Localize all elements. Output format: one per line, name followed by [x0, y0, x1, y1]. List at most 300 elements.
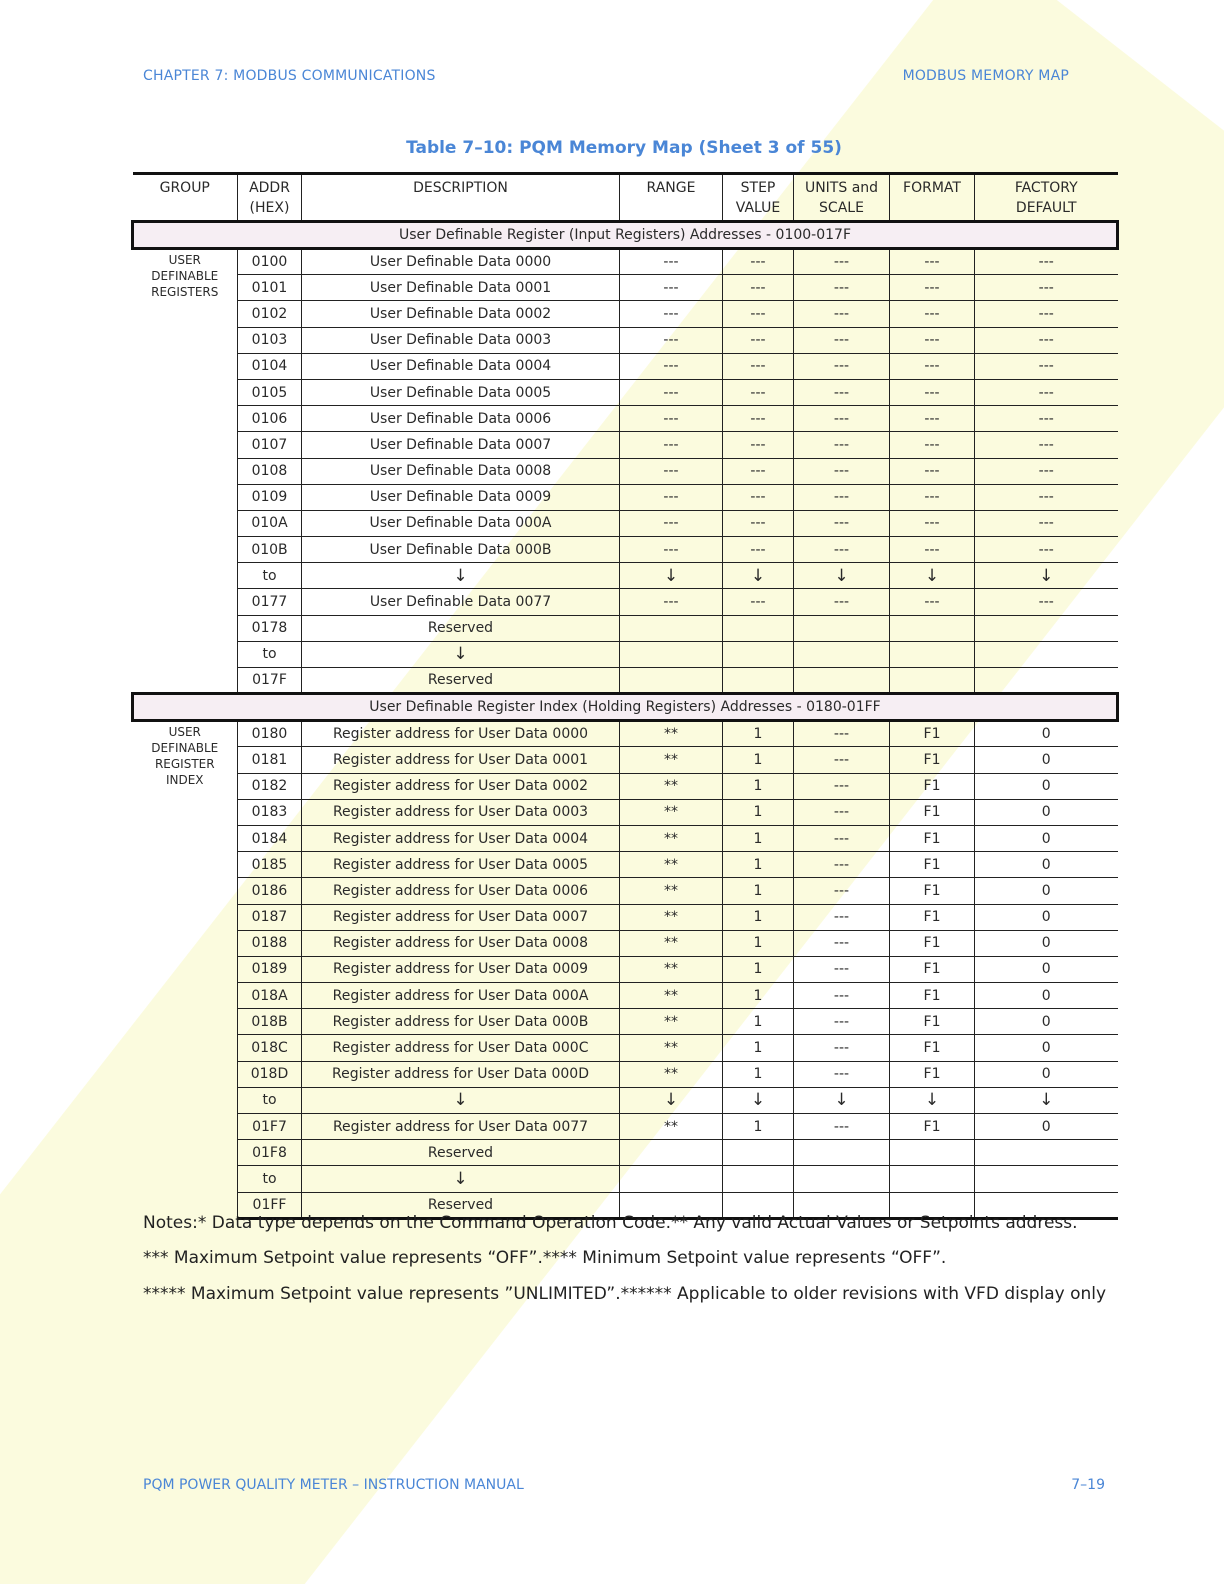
units-cell: ---: [794, 1035, 890, 1061]
col-addr-header: ADDR (HEX): [238, 174, 302, 222]
table-row: [133, 799, 1118, 825]
addr-cell: 018C: [238, 1035, 302, 1061]
step-cell: ↓: [723, 1087, 794, 1113]
range-cell: ---: [620, 301, 723, 327]
default-cell: [975, 668, 1118, 694]
default-cell: [975, 1140, 1118, 1166]
step-cell: [723, 615, 794, 641]
default-cell: 0: [975, 825, 1118, 851]
default-cell: ---: [975, 432, 1118, 458]
range-cell: [620, 668, 723, 694]
units-cell: ---: [794, 1061, 890, 1087]
group-label-line: DEFINABLE: [151, 741, 219, 756]
table-row: [133, 275, 1118, 301]
group-label: [133, 249, 238, 694]
default-cell: ---: [975, 484, 1118, 510]
units-cell: ---: [794, 537, 890, 563]
footer-page-number: 7–19: [1071, 1477, 1105, 1493]
table-row: [133, 510, 1118, 536]
step-cell: 1: [723, 956, 794, 982]
range-cell: ---: [620, 406, 723, 432]
default-cell: [975, 615, 1118, 641]
description-cell: ↓: [302, 563, 620, 589]
units-cell: ---: [794, 510, 890, 536]
description-cell: User Definable Data 0077: [302, 589, 620, 615]
table-title: Table 7–10: PQM Memory Map (Sheet 3 of 55): [406, 138, 842, 158]
format-cell: ---: [890, 537, 975, 563]
range-cell: **: [620, 1009, 723, 1035]
step-cell: ---: [723, 458, 794, 484]
format-cell: [890, 641, 975, 667]
addr-cell: to: [238, 563, 302, 589]
default-cell: 0: [975, 1035, 1118, 1061]
format-cell: ---: [890, 353, 975, 379]
description-cell: User Definable Data 0008: [302, 458, 620, 484]
format-cell: ---: [890, 589, 975, 615]
addr-cell: to: [238, 1166, 302, 1192]
addr-cell: 0105: [238, 379, 302, 405]
note-line-3: ***** Maximum Setpoint value represents ”UNLIMITED”.****** Applicable to older revisions with VFD display only: [143, 1284, 1107, 1304]
addr-cell: 0181: [238, 747, 302, 773]
step-cell: 1: [723, 1061, 794, 1087]
table-row: [133, 406, 1118, 432]
section-header-row: [133, 694, 1118, 721]
default-cell: ---: [975, 406, 1118, 432]
units-cell: ---: [794, 878, 890, 904]
units-cell: ---: [794, 852, 890, 878]
description-cell: Register address for User Data 0003: [302, 799, 620, 825]
units-cell: ---: [794, 379, 890, 405]
addr-cell: 0177: [238, 589, 302, 615]
addr-cell: 0188: [238, 930, 302, 956]
table-row: [133, 930, 1118, 956]
range-cell: **: [620, 930, 723, 956]
description-cell: Register address for User Data 000A: [302, 983, 620, 1009]
addr-cell: to: [238, 641, 302, 667]
description-cell: User Definable Data 0006: [302, 406, 620, 432]
range-cell: [620, 1166, 723, 1192]
step-cell: 1: [723, 930, 794, 956]
table-row: [133, 747, 1118, 773]
description-cell: Register address for User Data 0006: [302, 878, 620, 904]
range-cell: ---: [620, 327, 723, 353]
description-cell: Reserved: [302, 1192, 620, 1218]
format-cell: F1: [890, 825, 975, 851]
table-row: [133, 956, 1118, 982]
description-cell: Register address for User Data 0009: [302, 956, 620, 982]
step-cell: ---: [723, 353, 794, 379]
col-range-header: RANGE: [620, 174, 723, 222]
format-cell: ↓: [890, 1087, 975, 1113]
format-cell: ---: [890, 327, 975, 353]
range-cell: **: [620, 1035, 723, 1061]
description-cell: User Definable Data 0004: [302, 353, 620, 379]
range-cell: **: [620, 983, 723, 1009]
default-cell: 0: [975, 904, 1118, 930]
table-row: [133, 825, 1118, 851]
description-cell: User Definable Data 0007: [302, 432, 620, 458]
addr-cell: 010A: [238, 510, 302, 536]
description-cell: Register address for User Data 000B: [302, 1009, 620, 1035]
default-cell: 0: [975, 956, 1118, 982]
step-cell: 1: [723, 1035, 794, 1061]
table-row: [133, 301, 1118, 327]
step-cell: 1: [723, 983, 794, 1009]
table-row: [133, 1140, 1118, 1166]
step-cell: ---: [723, 275, 794, 301]
units-cell: ---: [794, 983, 890, 1009]
range-cell: [620, 615, 723, 641]
default-cell: 0: [975, 1061, 1118, 1087]
table-row: [133, 327, 1118, 353]
section-title: User Definable Register (Input Registers) Addresses - 0100-017F: [133, 222, 1118, 249]
default-cell: 0: [975, 747, 1118, 773]
addr-cell: 010B: [238, 537, 302, 563]
table-row: [133, 904, 1118, 930]
range-cell: **: [620, 773, 723, 799]
units-cell: ---: [794, 930, 890, 956]
step-cell: 1: [723, 852, 794, 878]
default-cell: ---: [975, 510, 1118, 536]
description-cell: User Definable Data 0000: [302, 249, 620, 275]
step-cell: ---: [723, 301, 794, 327]
description-cell: Register address for User Data 0007: [302, 904, 620, 930]
addr-cell: 018D: [238, 1061, 302, 1087]
addr-cell: 0184: [238, 825, 302, 851]
step-cell: 1: [723, 1009, 794, 1035]
format-cell: [890, 1166, 975, 1192]
format-cell: ---: [890, 510, 975, 536]
default-cell: 0: [975, 799, 1118, 825]
description-cell: Register address for User Data 0000: [302, 721, 620, 747]
range-cell: ↓: [620, 1087, 723, 1113]
format-cell: ---: [890, 432, 975, 458]
range-cell: ---: [620, 589, 723, 615]
description-cell: Reserved: [302, 668, 620, 694]
step-cell: ---: [723, 510, 794, 536]
table-row: [133, 1114, 1118, 1140]
default-cell: 0: [975, 983, 1118, 1009]
description-cell: User Definable Data 0009: [302, 484, 620, 510]
table-row: [133, 721, 1118, 747]
description-cell: Register address for User Data 000C: [302, 1035, 620, 1061]
addr-cell: 017F: [238, 668, 302, 694]
range-cell: **: [620, 747, 723, 773]
description-cell: User Definable Data 0005: [302, 379, 620, 405]
range-cell: **: [620, 956, 723, 982]
description-cell: Register address for User Data 0004: [302, 825, 620, 851]
range-cell: [620, 641, 723, 667]
units-cell: ---: [794, 327, 890, 353]
addr-cell: 0186: [238, 878, 302, 904]
format-cell: F1: [890, 799, 975, 825]
format-cell: [890, 615, 975, 641]
description-cell: Reserved: [302, 615, 620, 641]
default-cell: 0: [975, 721, 1118, 747]
step-cell: [723, 668, 794, 694]
table-body: [133, 222, 1118, 1219]
format-cell: F1: [890, 721, 975, 747]
step-cell: ---: [723, 249, 794, 275]
addr-cell: 0178: [238, 615, 302, 641]
units-cell: ---: [794, 484, 890, 510]
addr-cell: 0104: [238, 353, 302, 379]
table-row: [133, 668, 1118, 694]
description-cell: ↓: [302, 1166, 620, 1192]
range-cell: ↓: [620, 563, 723, 589]
step-cell: ---: [723, 327, 794, 353]
addr-cell: 01FF: [238, 1192, 302, 1218]
units-cell: [794, 641, 890, 667]
units-cell: ---: [794, 589, 890, 615]
table-row: [133, 615, 1118, 641]
range-cell: **: [620, 1114, 723, 1140]
col-default-header: FACTORY DEFAULT: [975, 174, 1118, 222]
group-label-line: USER: [168, 253, 201, 267]
default-cell: [975, 1166, 1118, 1192]
addr-cell: to: [238, 1087, 302, 1113]
units-cell: ---: [794, 799, 890, 825]
format-cell: F1: [890, 773, 975, 799]
description-cell: Register address for User Data 0002: [302, 773, 620, 799]
units-cell: [794, 1140, 890, 1166]
table-row: [133, 1087, 1118, 1113]
section-title: User Definable Register Index (Holding Registers) Addresses - 0180-01FF: [133, 694, 1118, 721]
col-step-header: STEP VALUE: [723, 174, 794, 222]
description-cell: Reserved: [302, 1140, 620, 1166]
description-cell: Register address for User Data 0005: [302, 852, 620, 878]
section-header-row: [133, 222, 1118, 249]
range-cell: ---: [620, 484, 723, 510]
addr-cell: 0103: [238, 327, 302, 353]
format-cell: F1: [890, 904, 975, 930]
table-row: [133, 878, 1118, 904]
note-line-2: *** Maximum Setpoint value represents “OFF”.**** Minimum Setpoint value represents “OFF”.: [143, 1248, 947, 1268]
table-row: [133, 379, 1118, 405]
addr-cell: 0183: [238, 799, 302, 825]
addr-cell: 018B: [238, 1009, 302, 1035]
description-cell: User Definable Data 0003: [302, 327, 620, 353]
default-cell: ---: [975, 327, 1118, 353]
default-cell: ---: [975, 379, 1118, 405]
range-cell: ---: [620, 353, 723, 379]
range-cell: ---: [620, 510, 723, 536]
format-cell: ---: [890, 406, 975, 432]
step-cell: 1: [723, 904, 794, 930]
note-line-1: Notes:* Data type depends on the Command Operation Code.** Any valid Actual Values or Setpoints address.: [143, 1213, 1078, 1233]
step-cell: ---: [723, 406, 794, 432]
step-cell: ---: [723, 589, 794, 615]
range-cell: ---: [620, 432, 723, 458]
step-cell: 1: [723, 825, 794, 851]
table-row: [133, 563, 1118, 589]
step-cell: 1: [723, 721, 794, 747]
units-cell: ---: [794, 721, 890, 747]
step-cell: 1: [723, 1114, 794, 1140]
format-cell: ↓: [890, 563, 975, 589]
table-row: [133, 983, 1118, 1009]
units-cell: ---: [794, 249, 890, 275]
units-cell: ---: [794, 458, 890, 484]
format-cell: ---: [890, 249, 975, 275]
range-cell: **: [620, 852, 723, 878]
default-cell: ---: [975, 301, 1118, 327]
default-cell: ---: [975, 249, 1118, 275]
default-cell: ---: [975, 537, 1118, 563]
description-cell: ↓: [302, 1087, 620, 1113]
table-row: [133, 458, 1118, 484]
format-cell: F1: [890, 930, 975, 956]
step-cell: 1: [723, 878, 794, 904]
units-cell: ---: [794, 432, 890, 458]
table-row: [133, 852, 1118, 878]
description-cell: User Definable Data 0002: [302, 301, 620, 327]
format-cell: F1: [890, 1114, 975, 1140]
range-cell: **: [620, 904, 723, 930]
units-cell: ---: [794, 825, 890, 851]
format-cell: F1: [890, 1061, 975, 1087]
units-cell: ---: [794, 275, 890, 301]
format-cell: ---: [890, 275, 975, 301]
format-cell: ---: [890, 379, 975, 405]
group-label-line: DEFINABLE: [151, 269, 219, 283]
units-cell: ---: [794, 353, 890, 379]
range-cell: ---: [620, 458, 723, 484]
default-cell: 0: [975, 930, 1118, 956]
table-row: [133, 432, 1118, 458]
default-cell: [975, 641, 1118, 667]
addr-cell: 0102: [238, 301, 302, 327]
default-cell: ↓: [975, 563, 1118, 589]
description-cell: User Definable Data 0001: [302, 275, 620, 301]
default-cell: 0: [975, 878, 1118, 904]
chapter-heading: CHAPTER 7: MODBUS COMMUNICATIONS: [143, 68, 436, 84]
units-cell: ---: [794, 1009, 890, 1035]
range-cell: **: [620, 825, 723, 851]
table-row: [133, 1035, 1118, 1061]
addr-cell: 0180: [238, 721, 302, 747]
group-label-line: INDEX: [165, 773, 204, 788]
range-cell: ---: [620, 249, 723, 275]
group-label-line: REGISTER: [154, 757, 215, 772]
col-format-header: FORMAT: [890, 174, 975, 222]
addr-cell: 0185: [238, 852, 302, 878]
range-cell: **: [620, 799, 723, 825]
default-cell: ---: [975, 589, 1118, 615]
default-cell: ---: [975, 275, 1118, 301]
format-cell: F1: [890, 852, 975, 878]
default-cell: ---: [975, 458, 1118, 484]
range-cell: ---: [620, 379, 723, 405]
addr-cell: 0101: [238, 275, 302, 301]
units-cell: ---: [794, 904, 890, 930]
table-row: [133, 484, 1118, 510]
format-cell: F1: [890, 747, 975, 773]
step-cell: ---: [723, 432, 794, 458]
format-cell: [890, 668, 975, 694]
memory-map-table: [131, 172, 1119, 1220]
units-cell: ---: [794, 956, 890, 982]
col-group-header: GROUP: [159, 180, 210, 196]
step-cell: 1: [723, 747, 794, 773]
step-cell: ---: [723, 484, 794, 510]
range-cell: ---: [620, 275, 723, 301]
units-cell: [794, 668, 890, 694]
addr-cell: 0189: [238, 956, 302, 982]
units-cell: ---: [794, 747, 890, 773]
group-label-line: USER: [168, 725, 201, 740]
step-cell: ↓: [723, 563, 794, 589]
step-cell: [723, 1166, 794, 1192]
step-cell: ---: [723, 537, 794, 563]
step-cell: [723, 641, 794, 667]
addr-cell: 0106: [238, 406, 302, 432]
format-cell: F1: [890, 1035, 975, 1061]
units-cell: ---: [794, 1114, 890, 1140]
default-cell: 0: [975, 1114, 1118, 1140]
units-cell: [794, 1166, 890, 1192]
units-cell: ↓: [794, 1087, 890, 1113]
description-cell: Register address for User Data 0008: [302, 930, 620, 956]
range-cell: **: [620, 721, 723, 747]
addr-cell: 018A: [238, 983, 302, 1009]
table-row: [133, 1166, 1118, 1192]
units-cell: ↓: [794, 563, 890, 589]
col-description-header: DESCRIPTION: [302, 174, 620, 222]
table-row: [133, 249, 1118, 275]
addr-cell: 0109: [238, 484, 302, 510]
addr-cell: 01F8: [238, 1140, 302, 1166]
table-row: [133, 1061, 1118, 1087]
col-units-header: UNITS and SCALE: [794, 174, 890, 222]
default-cell: 0: [975, 1009, 1118, 1035]
format-cell: ---: [890, 301, 975, 327]
format-cell: ---: [890, 484, 975, 510]
default-cell: ---: [975, 353, 1118, 379]
range-cell: [620, 1140, 723, 1166]
addr-cell: 01F7: [238, 1114, 302, 1140]
format-cell: F1: [890, 1009, 975, 1035]
format-cell: F1: [890, 878, 975, 904]
table-row: [133, 537, 1118, 563]
description-cell: Register address for User Data 0077: [302, 1114, 620, 1140]
table-header-row: [133, 174, 1118, 222]
group-label-line: REGISTERS: [151, 285, 219, 299]
section-heading: MODBUS MEMORY MAP: [902, 68, 1069, 84]
addr-cell: 0187: [238, 904, 302, 930]
addr-cell: 0107: [238, 432, 302, 458]
default-cell: 0: [975, 852, 1118, 878]
default-cell: 0: [975, 773, 1118, 799]
description-cell: ↓: [302, 641, 620, 667]
units-cell: ---: [794, 773, 890, 799]
description-cell: Register address for User Data 000D: [302, 1061, 620, 1087]
group-label: [133, 721, 238, 1219]
description-cell: User Definable Data 000A: [302, 510, 620, 536]
table-row: [133, 1009, 1118, 1035]
format-cell: F1: [890, 983, 975, 1009]
range-cell: **: [620, 1061, 723, 1087]
range-cell: ---: [620, 537, 723, 563]
format-cell: F1: [890, 956, 975, 982]
units-cell: [794, 615, 890, 641]
table-row: [133, 641, 1118, 667]
default-cell: ↓: [975, 1087, 1118, 1113]
step-cell: [723, 1140, 794, 1166]
step-cell: 1: [723, 799, 794, 825]
addr-cell: 0182: [238, 773, 302, 799]
units-cell: ---: [794, 301, 890, 327]
